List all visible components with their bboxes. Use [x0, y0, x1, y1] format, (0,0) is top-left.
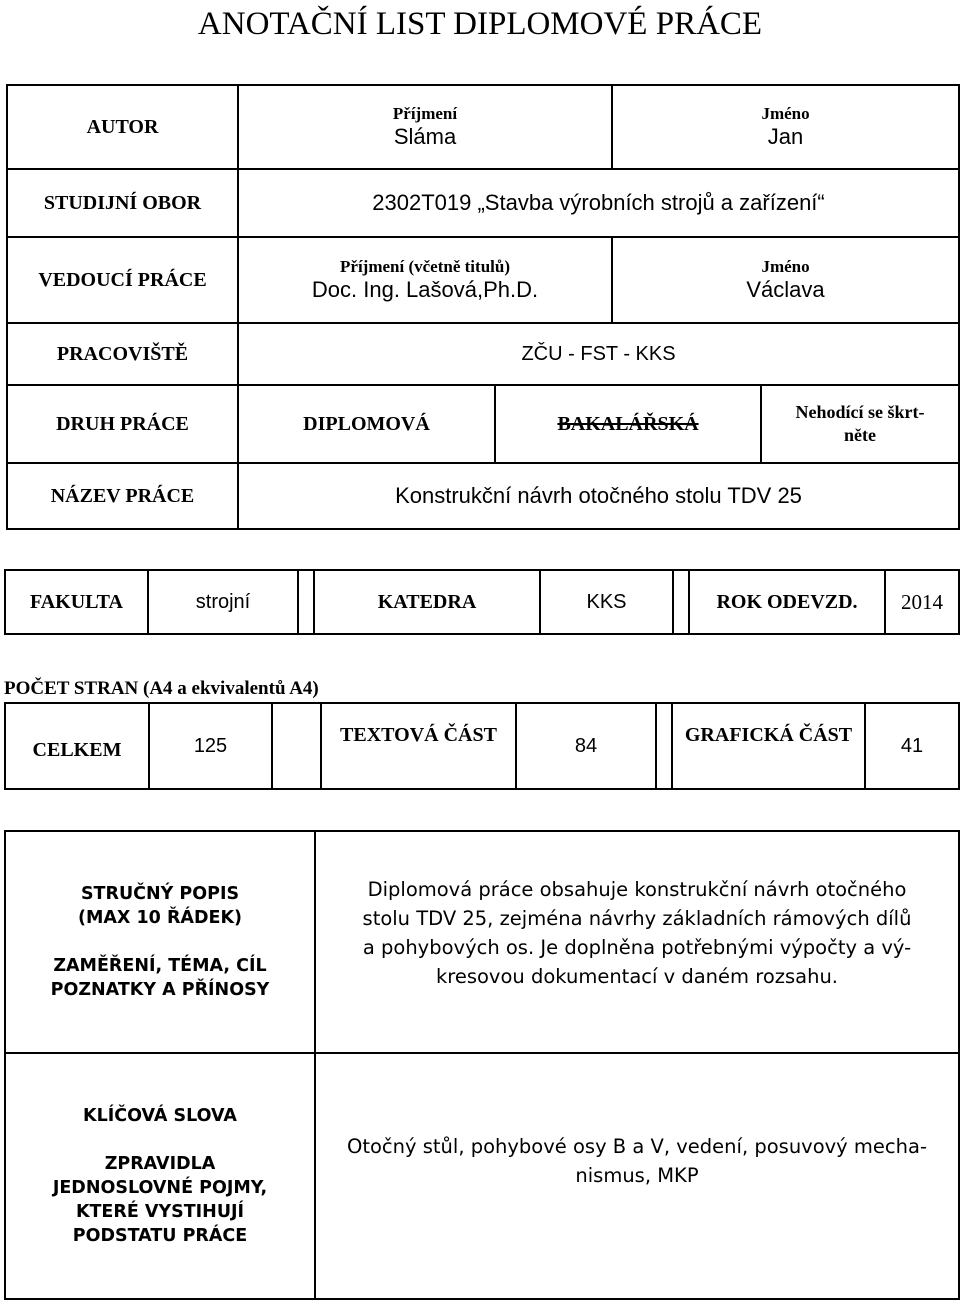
vedouci-name: Václava — [746, 277, 825, 302]
popis-text-line2: stolu TDV 25, zejména návrhy základních rámových dílů — [362, 907, 912, 930]
fakulta-value: strojní — [148, 570, 298, 634]
fakulta-table — [4, 569, 960, 635]
klicova-label-line4: KTERÉ VYSTIHUJÍ — [75, 1202, 245, 1222]
rok-value: 2014 — [885, 570, 959, 634]
popis-label-line3: ZAMĚŘENÍ, TÉMA, CÍL — [53, 956, 267, 976]
document-title: ANOTAČNÍ LIST DIPLOMOVÉ PRÁCE — [197, 6, 763, 42]
popis-label-line1: STRUČNÝ POPIS — [80, 884, 240, 904]
fakulta-label: FAKULTA — [5, 570, 148, 634]
autor-name-label: Jméno — [761, 104, 810, 123]
fakulta-spacer — [298, 570, 314, 634]
popis-text-cell — [315, 831, 959, 1053]
popis-text-line4: kresovou dokumentací v daném rozsahu. — [435, 965, 839, 988]
autor-surname-label: Příjmení — [392, 104, 458, 123]
vedouci-surname-cell — [238, 237, 612, 323]
klicova-label-line3: JEDNOSLOVNÉ POJMY, — [52, 1178, 268, 1198]
druh-label: DRUH PRÁCE — [7, 385, 238, 463]
autor-row — [7, 85, 959, 169]
popis-row — [5, 831, 959, 1053]
klicova-label-cell — [5, 1053, 315, 1299]
klicova-label-line1: KLÍČOVÁ SLOVA — [83, 1106, 237, 1126]
druh-option-diplomova: DIPLOMOVÁ — [238, 385, 495, 463]
druh-note-line1: Nehodící se škrt- — [795, 402, 925, 422]
pracoviste-row — [7, 323, 959, 385]
nazev-value: Konstrukční návrh otočného stolu TDV 25 — [238, 463, 959, 529]
popis-text-line3: a pohybových os. Je doplněna potřebnými výpočty a vý- — [362, 936, 912, 959]
vedouci-label: VEDOUCÍ PRÁCE — [7, 237, 238, 323]
klicova-text-line1: Otočný stůl, pohybové osy B a V, vedení, posuvový mecha- — [347, 1135, 927, 1158]
druh-note-line2: něte — [844, 425, 877, 445]
obor-value: 2302T019 „Stavba výrobních strojů a zařízení“ — [238, 169, 959, 237]
fakulta-row — [5, 570, 959, 634]
celkem-value: 125 — [149, 703, 272, 789]
pracoviste-label: PRACOVIŠTĚ — [7, 323, 238, 385]
druh-row — [7, 385, 959, 463]
pocet-table — [4, 702, 960, 790]
vedouci-surname: Doc. Ing. Lašová,Ph.D. — [311, 277, 539, 302]
textova-value: 84 — [516, 703, 656, 789]
vedouci-name-label: Jméno — [761, 257, 810, 276]
pocet-stran-heading: POČET STRAN (A4 a ekvivalentů A4) — [4, 678, 319, 699]
autor-label: AUTOR — [7, 85, 238, 169]
autor-name: Jan — [767, 124, 804, 149]
graficka-label: GRAFICKÁ ČÁST — [672, 703, 865, 789]
popis-text-line1: Diplomová práce obsahuje konstrukční návrh otočného — [367, 878, 907, 901]
pocet-row — [5, 703, 959, 789]
klicova-label-line2: ZPRAVIDLA — [104, 1154, 216, 1174]
rok-label: ROK ODEVZD. — [689, 570, 885, 634]
autor-name-cell — [612, 85, 959, 169]
vedouci-surname-label: Příjmení (včetně titulů) — [340, 257, 510, 276]
klicova-text-line2: nismus, MKP — [575, 1164, 699, 1187]
popis-label-line4: POZNATKY A PŘÍNOSY — [50, 980, 270, 1000]
nazev-row — [7, 463, 959, 529]
autor-surname-cell — [238, 85, 612, 169]
pracoviste-value: ZČU - FST - KKS — [238, 323, 959, 385]
autor-surname: Sláma — [393, 124, 457, 149]
katedra-label: KATEDRA — [314, 570, 540, 634]
textova-label: TEXTOVÁ ČÁST — [321, 703, 516, 789]
vedouci-name-cell — [612, 237, 959, 323]
main-info-table — [6, 84, 960, 530]
textova-spacer — [656, 703, 672, 789]
obor-label: STUDIJNÍ OBOR — [7, 169, 238, 237]
klicova-row — [5, 1053, 959, 1299]
druh-note-cell — [761, 385, 959, 463]
celkem-spacer — [272, 703, 321, 789]
vedouci-row — [7, 237, 959, 323]
graficka-value: 41 — [865, 703, 959, 789]
klicova-table — [4, 1052, 960, 1300]
klicova-label-line5: PODSTATU PRÁCE — [72, 1226, 248, 1246]
katedra-spacer — [673, 570, 689, 634]
celkem-label: CELKEM — [5, 703, 149, 789]
obor-row — [7, 169, 959, 237]
klicova-text-cell — [315, 1053, 959, 1299]
popis-label-cell — [5, 831, 315, 1053]
druh-option-bakalarska: BAKALÁŘSKÁ — [495, 385, 761, 463]
popis-label-line2: (MAX 10 ŘÁDEK) — [77, 908, 243, 928]
popis-table — [4, 830, 960, 1054]
nazev-label: NÁZEV PRÁCE — [7, 463, 238, 529]
katedra-value: KKS — [540, 570, 673, 634]
